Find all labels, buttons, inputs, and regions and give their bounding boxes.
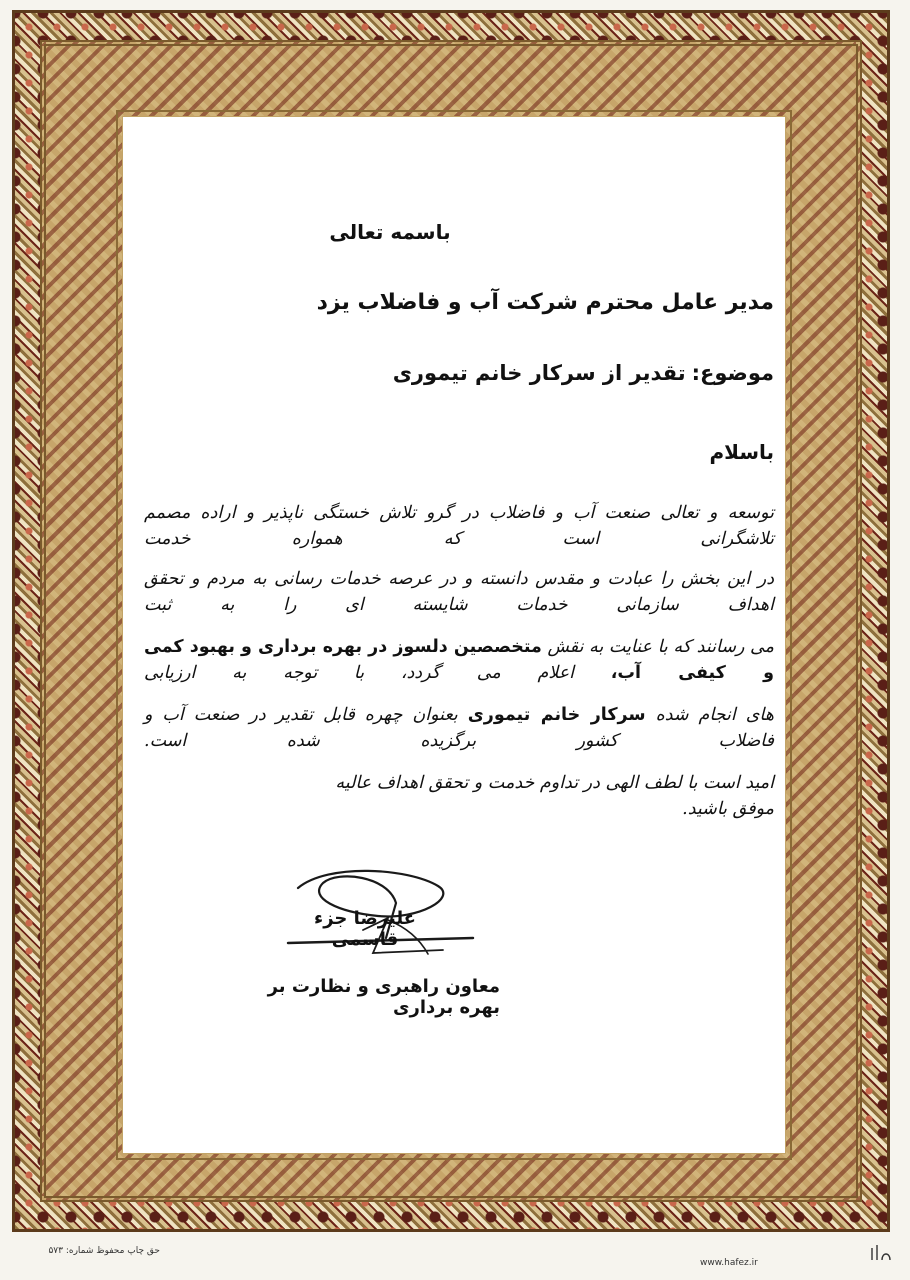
body-text: می رسانند که با عنایت به نقش	[547, 636, 774, 657]
signer-name: علیرضا جزء قاسمی	[314, 908, 416, 950]
body-line	[144, 634, 774, 686]
letter-heading: باسمه تعالی	[329, 220, 451, 244]
body-emphasis: متخصصین دلسوز در بهره برداری و بهبود کمی و کیفی آب،	[144, 636, 774, 683]
body-emphasis: سرکار خانم تیموری	[467, 704, 646, 725]
letter-subject	[214, 361, 774, 385]
subject-label: موضوع:	[691, 361, 774, 385]
body-line: توسعه و تعالی صنعت آب و فاضلاب در گرو تلاش خستگی ناپذیر و اراده مصمم تلاشگرانی است که همواره خدمت	[144, 502, 774, 549]
footer-website: www.hafez.ir	[700, 1258, 758, 1268]
letter-greeting: باسلام	[709, 440, 774, 464]
body-text: های انجام شده	[655, 704, 774, 725]
body-line	[144, 702, 774, 754]
signer-title: معاون راهبری و نظارت بر بهره برداری	[267, 976, 500, 1018]
body-line: در این بخش را عبادت و مقدس دانسته و در عرصه خدمات رسانی به مردم و تحقق اهداف سازمانی خدمات شایسته ای را به ثبت	[144, 568, 774, 615]
letter-recipient: مدیر عامل محترم شرکت آب و فاضلاب یزد	[316, 290, 774, 315]
body-text: بعنوان چهره قابل تقدیر در صنعت آب و فاضلاب کشور برگزیده شده است.	[144, 704, 774, 751]
body-line: امید است با لطف الهی در تداوم خدمت و تحقق اهداف عالیه موفق باشید.	[335, 772, 774, 819]
publisher-logo-icon	[868, 1240, 894, 1266]
body-text: اعلام می گردد، با توجه به ارزیابی	[144, 662, 575, 683]
subject-value: تقدیر از سرکار خانم تیموری	[392, 361, 686, 385]
footer-print-note: حق چاپ محفوظ شماره: ۵۷۳	[48, 1246, 160, 1256]
